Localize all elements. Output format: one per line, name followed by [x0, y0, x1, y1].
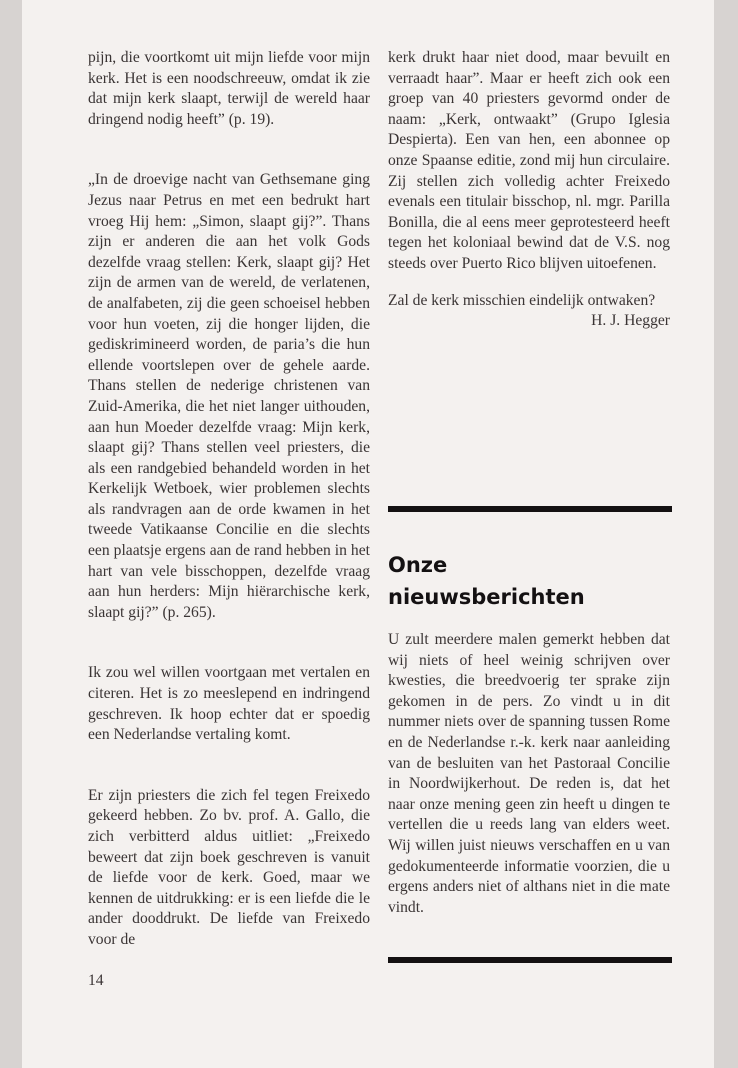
left-paragraph-1: pijn, die voortkomt uit mijn liefde voor mijn kerk. Het is een noodschreeuw, omdat ik zie dat mijn kerk slaapt, terwijl de wereld haar dringend nodig heeft” (p. 19).: [88, 49, 370, 128]
left-paragraph-4: Er zijn priesters die zich fel tegen Freixedo gekeerd hebben. Zo bv. prof. A. Gallo, die zich verbitterd aldus uitliet: „Freixedo beweert dat zijn boek geschreven is vanuit de liefde voor de kerk. Goed, maar we kennen de uitdrukking: er is een liefde die le ander dooddrukt. De liefde van Freixedo voor de: [88, 786, 370, 948]
left-paragraph-2: „In de droevige nacht van Gethsemane ging Jezus naar Petrus en met een bedrukt hart vroeg Hij hem: „Simon, slaapt gij?”. Thans zijn er anderen die aan het volk Gods dezelfde vraag stellen: Kerk, slaapt gij? Het zijn de armen van de wereld, de verlatenen, de analfabeten, zij die geen schoeisel hebben voor hun voeten, zij die honger lijden, die gediskrimineerd worden, de paria’s die hun ellende voortslepen over de gehele aarde. Thans stellen de nederige christenen van Zuid-Amerika, die het niet langer uithouden, aan hun Moeder dezelfde vraag: Mijn kerk, slaapt gij? Thans stellen veel priesters, die als een randgebied behandeld worden in het Kerkelijk Wetboek, wier problemen slechts als randvragen aan de orde kwamen in het tweede Vatikaanse Concilie en die slechts een plaatsje ergens aan de rand hebben in het hart van vele bisschoppen, dezelfde vraag aan hun herders: Mijn hiërarchische kerk, slaapt gij?” (p. 265).: [88, 171, 370, 621]
right-column: [388, 48, 670, 332]
right-paragraph-1: kerk drukt haar niet dood, maar bevuilt en verraadt haar”. Maar er heeft zich ook een groep van 40 priesters gevormd onder de naam: „Kerk, ontwaakt” (Grupo Iglesia Despierta). Een van hen, een abonnee op onze Spaanse editie, zond mij hun circulaire. Zij stellen zich volledig achter Freixedo evenals een titulair bisschop, nl. mgr. Parilla Bonilla, die al eens meer geprotesteerd heeft tegen het koloniaal bewind dat de V.S. nog steeds over Puerto Rico blijven uitoefenen.: [388, 49, 670, 272]
news-body: [388, 630, 670, 918]
author-signature: H. J. Hegger: [591, 312, 670, 330]
signature-line: [388, 311, 670, 332]
news-heading-line-1: Onze: [388, 553, 448, 577]
section-divider-bottom: [388, 957, 672, 963]
left-paragraph-3: Ik zou wel willen voortgaan met vertalen en citeren. Het is zo meeslepend en indringend geschreven. Ik hoop echter dat er spoedig een Nederlandse vertaling komt.: [88, 664, 370, 744]
page-number: 14: [88, 972, 104, 989]
news-heading: [388, 549, 688, 613]
left-column: [88, 48, 370, 951]
news-paragraph: U zult meerdere malen gemerkt hebben dat wij niets of heel weinig schrijven over kwesties, die breedvoerig ter sprake zijn gekomen in de pers. Zo vindt u in dit nummer niets over de spanning tussen Rome en de Nederlandse r.-k. kerk naar aanleiding van de besluiten van het Pastoraal Concilie in Noordwijkerhout. De reden is, dat het naar onze mening geen zin heeft u dingen te vertellen die u reeds lang van elders weet. Wij willen juist nieuws verschaffen en u van gedokumenteerde informatie voorzien, die u ergens anders niet of althans niet in die mate vindt.: [388, 631, 670, 916]
section-divider-top: [388, 506, 672, 512]
right-paragraph-2: Zal de kerk misschien eindelijk ontwaken?: [388, 291, 656, 309]
news-heading-line-2: nieuwsberichten: [388, 585, 585, 609]
